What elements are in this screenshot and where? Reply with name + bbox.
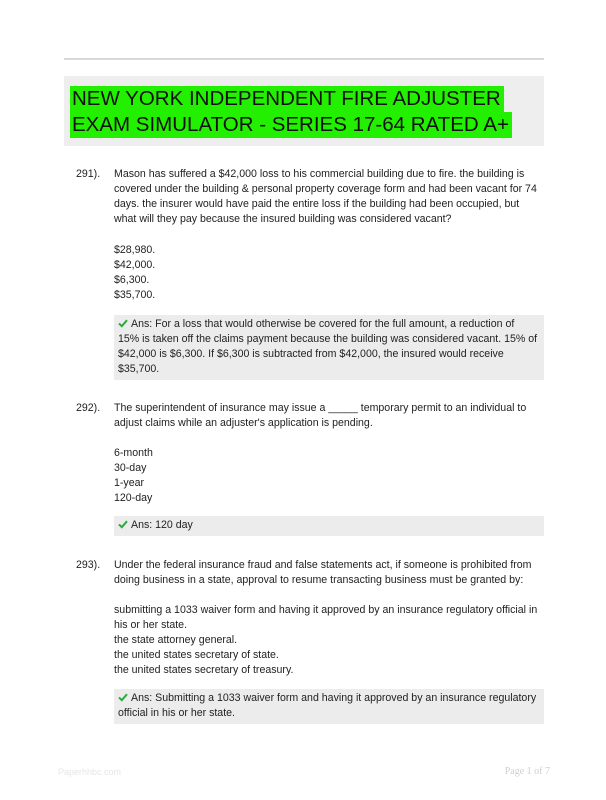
option-list <box>114 603 538 678</box>
title-line-2: EXAM SIMULATOR - SERIES 17-64 RATED A+ <box>70 112 512 138</box>
question-number: 291). <box>76 168 101 180</box>
option: $28,980. <box>114 244 156 256</box>
check-icon <box>118 318 128 328</box>
page-number: Page 1 of 7 <box>504 766 550 777</box>
option: the united states secretary of state. <box>114 649 279 661</box>
option: 6-month <box>114 447 153 459</box>
option: $6,300. <box>114 274 150 286</box>
option: 120-day <box>114 492 153 504</box>
option: $35,700. <box>114 289 156 301</box>
option-list <box>114 243 538 303</box>
question-292 <box>64 401 544 541</box>
check-icon <box>118 692 128 702</box>
option: the united states secretary of treasury. <box>114 664 294 676</box>
option: the state attorney general. <box>114 634 238 646</box>
question-text: Under the federal insurance fraud and false statements act, if someone is prohibited from doing business in a state, approval to resume transacting business must be granted by: <box>114 559 532 586</box>
footer-watermark: Paperhhbc.com <box>58 767 122 777</box>
question-293 <box>64 558 544 728</box>
answer-box <box>114 315 544 380</box>
answer-text: Ans: For a loss that would otherwise be covered for the full amount, a reduction of 15% is taken off the claims payment because the building was considered vacant. 15% of $42,000 is $6,300. If $6,300 is subtracted from $42,000, the insured would receive $35,700. <box>118 318 538 375</box>
question-text: The superintendent of insurance may issue a _____ temporary permit to an individual to adjust claims while an adjuster's application is pending. <box>114 402 527 429</box>
answer-text: Ans: Submitting a 1033 waiver form and having it approved by an insurance regulatory official in his or her state. <box>118 692 537 719</box>
option: 30-day <box>114 462 147 474</box>
question-number: 293). <box>76 559 101 571</box>
document-title <box>70 86 512 138</box>
title-line-1: NEW YORK INDEPENDENT FIRE ADJUSTER <box>70 86 504 112</box>
answer-box <box>114 689 544 724</box>
question-text: Mason has suffered a $42,000 loss to his commercial building due to fire. the building is covered under the building & personal property coverage form and had been vacant for 74 days. the insurer would have paid the entire loss if the building had been occupied, but what will they pay because the insured building was considered vacant? <box>114 168 537 225</box>
question-number: 292). <box>76 402 101 414</box>
option: 1-year <box>114 477 145 489</box>
top-divider <box>64 58 544 60</box>
answer-text: Ans: 120 day <box>131 519 193 531</box>
option-list <box>114 446 538 506</box>
answer-box <box>114 516 544 536</box>
check-icon <box>118 519 128 529</box>
question-291 <box>64 167 544 382</box>
option: $42,000. <box>114 259 156 271</box>
option: submitting a 1033 waiver form and having it approved by an insurance regulatory official in his or her state. <box>114 604 538 631</box>
